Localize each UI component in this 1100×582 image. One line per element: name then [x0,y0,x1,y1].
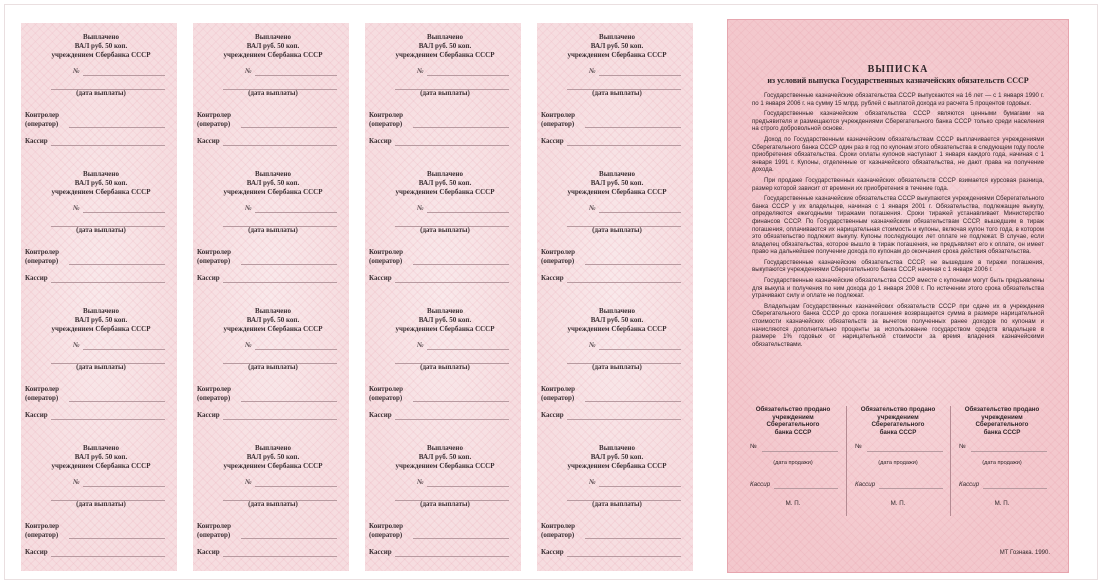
coupon-cashier: Кассир [197,411,220,419]
sale-seal: М. П. [890,500,906,507]
coupon-cashier-line [395,145,509,146]
coupon-controller-line [69,401,165,402]
coupon-controller-line [69,264,165,265]
sale-cashier: Кассир [855,481,876,488]
coupon-controller-line [585,127,681,128]
sale-header: Обязательство продано учреждением Сберегательного банка СССР [755,406,831,436]
coupon-number: № [245,478,252,486]
coupon [193,23,349,160]
coupon-pay-date: (дата выплаты) [248,500,298,508]
conditions-paragraph: При продаже Государственных казначейских обязательств СССР взимается курсовая разница, размер которой зависит от времени их приобретения в течение года. [752,176,1044,192]
conditions-paragraph: Доход по Государственным казначейским обязательствам СССР выплачивается учреждениями Сберегательного банка СССР один раз в год по купонам этого обязательства в следующем году после приобретения обязательства. Сроки оплаты купонов наступают 1 января каждого года, начиная с 1 января 1991 г. Купоны, отделенные от казначейского обязательства, не дают права на получение дохода. [752,135,1044,174]
conditions-title: ВЫПИСКА [867,64,929,75]
coupon-cashier-line [567,145,681,146]
conditions-subtitle: из условий выпуска Государственных казначейских обязательств СССР [767,76,1029,85]
coupon-cashier: Кассир [25,274,48,282]
conditions-body [752,92,1044,351]
sale-seal: М. П. [994,500,1010,507]
coupon-number: № [417,478,424,486]
sale-number-line [971,451,1047,452]
coupon-column [193,23,349,571]
conditions-paragraph: Владельцам Государственных казначейских обязательств СССР при сдаче их в учреждения Сберегательного банка СССР до срока погашения возвращается сумма в размере нарицательной стоимости казначейских обязательств за вычетом полученных ранее доходов по купонам и начисляются дополнительно проценты за использование государством средств владельцев в размере 1% годовых от нарицательной стоимости за время владения казначейскими обязательствами. [752,302,1044,348]
coupon-number-line [599,486,681,487]
coupon-number: № [589,341,596,349]
coupon-cashier: Кассир [369,411,392,419]
coupon-pay-date: (дата выплаты) [76,363,126,371]
coupon-cashier-line [223,419,337,420]
sale-header: Обязательство продано учреждением Сберегательного банка СССР [860,406,936,436]
coupon-issued-text: Выплачено ВАЛ руб. 50 коп. учреждением Сбербанка СССР [51,33,151,59]
coupon-controller: Контролер (оператор) [541,111,576,128]
coupon-issued-text: Выплачено ВАЛ руб. 50 коп. учреждением Сбербанка СССР [223,444,323,470]
coupon-column [21,23,177,571]
coupon-cashier-line [395,556,509,557]
coupon-cashier: Кассир [25,411,48,419]
coupon-cashier: Кассир [541,137,564,145]
coupon-number-line [427,349,509,350]
coupon [365,23,521,160]
coupon-issued-text: Выплачено ВАЛ руб. 50 коп. учреждением Сбербанка СССР [395,307,495,333]
coupon-number-line [427,75,509,76]
coupon-pay-date: (дата выплаты) [76,226,126,234]
coupon-controller-line [585,401,681,402]
coupon-issued-text: Выплачено ВАЛ руб. 50 коп. учреждением Сбербанка СССР [51,170,151,196]
coupon-pay-date: (дата выплаты) [592,363,642,371]
printer-imprint: МТ Гознака. 1990. [999,550,1050,556]
coupon-number-line [599,75,681,76]
sale-number: № [959,443,966,450]
coupon-issued-text: Выплачено ВАЛ руб. 50 коп. учреждением Сбербанка СССР [223,307,323,333]
coupon-issued-text: Выплачено ВАЛ руб. 50 коп. учреждением Сбербанка СССР [223,170,323,196]
coupon-cashier: Кассир [25,137,48,145]
coupon-number: № [417,67,424,75]
sale-block [851,406,945,516]
coupon [193,160,349,297]
coupon [365,297,521,434]
coupon-pay-date: (дата выплаты) [420,500,470,508]
sale-date: (дата продажи) [982,460,1022,466]
coupon-cashier-line [51,556,165,557]
coupon-pay-date: (дата выплаты) [248,363,298,371]
sale-date: (дата продажи) [773,460,813,466]
sale-header: Обязательство продано учреждением Сберегательного банка СССР [964,406,1040,436]
coupon-cashier: Кассир [197,137,220,145]
coupon-issued-text: Выплачено ВАЛ руб. 50 коп. учреждением Сбербанка СССР [51,307,151,333]
coupon-number: № [73,204,80,212]
coupon-controller: Контролер (оператор) [369,385,404,402]
coupon-controller: Контролер (оператор) [25,248,60,265]
coupon [21,23,177,160]
conditions-paragraph: Государственные казначейские обязательства СССР выпускаются на 16 лет — с 1 января 1990 г. по 1 января 2006 г. на сумму 15 млрд. рублей с выплатой дохода из расчета 5 процентов годовых. [752,92,1044,107]
coupon-cashier: Кассир [369,274,392,282]
coupon-pay-date: (дата выплаты) [248,89,298,97]
coupon-number-line [83,212,165,213]
coupon-controller: Контролер (оператор) [25,522,60,539]
coupon-pay-date: (дата выплаты) [420,226,470,234]
coupon-controller: Контролер (оператор) [369,111,404,128]
coupon-column [365,23,521,571]
coupon-controller-line [585,264,681,265]
coupon-number: № [589,204,596,212]
sale-number-line [867,451,943,452]
sale-divider [950,406,951,516]
coupon-pay-date: (дата выплаты) [592,226,642,234]
coupon-pay-date: (дата выплаты) [76,500,126,508]
coupon-controller: Контролер (оператор) [197,111,232,128]
sale-cashier: Кассир [750,481,771,488]
sale-number: № [855,443,862,450]
coupon-number: № [417,341,424,349]
coupon-number-line [83,486,165,487]
coupon-controller-line [585,538,681,539]
coupon-cashier-line [567,419,681,420]
coupon [193,434,349,571]
sale-block [746,406,840,516]
coupon-cashier: Кассир [541,411,564,419]
coupon-number: № [245,67,252,75]
coupon [21,434,177,571]
coupon-controller: Контролер (оператор) [369,248,404,265]
coupon-cashier: Кассир [197,274,220,282]
coupon-cashier-line [395,282,509,283]
coupon-number-line [427,486,509,487]
coupon [365,434,521,571]
coupon-number: № [589,478,596,486]
coupon-number: № [245,204,252,212]
bond-conditions-panel [727,19,1069,573]
coupon-controller: Контролер (оператор) [369,522,404,539]
sale-block [955,406,1049,516]
sale-cashier-line [774,488,838,489]
coupon-pay-date: (дата выплаты) [248,226,298,234]
coupon-controller-line [413,401,509,402]
coupon-controller-line [241,401,337,402]
coupon-pay-date: (дата выплаты) [592,89,642,97]
coupon-number-line [599,212,681,213]
bond-sheet [4,4,1098,580]
coupon-pay-date: (дата выплаты) [592,500,642,508]
coupon-cashier-line [223,145,337,146]
coupon-number-line [599,349,681,350]
coupon-issued-text: Выплачено ВАЛ руб. 50 коп. учреждением Сбербанка СССР [567,33,667,59]
coupon-controller: Контролер (оператор) [25,385,60,402]
conditions-paragraph: Государственные казначейские обязательства СССР вместе с купонами могут быть предъявлены для выкупа и получения по ним дохода до 1 января 2008 г. По истечении этого срока обязательства утрачивают силу и оплате не подлежат. [752,277,1044,300]
coupon [193,297,349,434]
coupon-controller: Контролер (оператор) [541,522,576,539]
coupon-issued-text: Выплачено ВАЛ руб. 50 коп. учреждением Сбербанка СССР [567,170,667,196]
conditions-paragraph: Государственные казначейские обязательства СССР являются ценными бумагами на предъявителя и размещаются учреждениями Сберегательного банка СССР только среди населения на строго добровольной основе. [752,110,1044,133]
coupon-pay-date: (дата выплаты) [420,363,470,371]
conditions-paragraph: Государственные казначейские обязательства СССР выкупаются учреждениями Сберегательного банка СССР у их владельцев, начиная с 1 января 2001 г. Обязательства, подлежащие выкупу, определяются ежегодными тиражами погашения. Сроки тиражей устанавливает Министерство финансов СССР. По Государственным казначейским обязательствам СССР, вышедшим в тираж погашения, оплачиваются их нарицательная стоимость и купоны, включая купон того года, в котором это обязательство подлежит выкупу. Купоны последующих лет оплате не подлежат. В случае, если владелец обязательства, которое вышло в тираж погашения, не предъявляет его к оплате, он имеет право на дальнейшее получение дохода по купонам до окончания срока действия обязательства. [752,195,1044,256]
coupon-controller: Контролер (оператор) [197,385,232,402]
coupon [537,23,693,160]
coupon-number-line [83,75,165,76]
coupon-cashier-line [223,556,337,557]
sale-divider [846,406,847,516]
coupon-number-line [255,349,337,350]
sale-cashier-line [879,488,943,489]
coupon-controller: Контролер (оператор) [25,111,60,128]
coupon-cashier: Кассир [197,548,220,556]
coupon [21,160,177,297]
coupon-cashier: Кассир [369,137,392,145]
coupon-column [537,23,693,571]
sale-cashier: Кассир [959,481,980,488]
coupon-number-line [255,212,337,213]
coupon-number: № [245,341,252,349]
coupon-issued-text: Выплачено ВАЛ руб. 50 коп. учреждением Сбербанка СССР [395,444,495,470]
sale-date: (дата продажи) [878,460,918,466]
coupon-number: № [73,67,80,75]
coupon-cashier: Кассир [369,548,392,556]
coupon-controller-line [413,538,509,539]
sale-cashier-line [983,488,1047,489]
coupon-controller-line [241,538,337,539]
coupon-pay-date: (дата выплаты) [420,89,470,97]
coupon-issued-text: Выплачено ВАЛ руб. 50 коп. учреждением Сбербанка СССР [395,33,495,59]
coupon-controller: Контролер (оператор) [541,248,576,265]
coupon [537,434,693,571]
coupon-number: № [73,478,80,486]
coupon-number-line [427,212,509,213]
coupon-cashier-line [223,282,337,283]
coupon-issued-text: Выплачено ВАЛ руб. 50 коп. учреждением Сбербанка СССР [51,444,151,470]
coupon-cashier-line [51,419,165,420]
coupon-controller-line [69,538,165,539]
coupon-number: № [417,204,424,212]
coupon-cashier: Кассир [541,548,564,556]
coupon-controller-line [413,127,509,128]
coupon-number-line [83,349,165,350]
coupon-controller: Контролер (оператор) [197,248,232,265]
coupon-issued-text: Выплачено ВАЛ руб. 50 коп. учреждением Сбербанка СССР [395,170,495,196]
coupon-controller-line [241,127,337,128]
coupon-cashier-line [51,282,165,283]
coupon [365,160,521,297]
coupon-cashier-line [51,145,165,146]
coupon-number: № [589,67,596,75]
coupon-issued-text: Выплачено ВАЛ руб. 50 коп. учреждением Сбербанка СССР [567,444,667,470]
coupon-controller: Контролер (оператор) [541,385,576,402]
coupon-cashier: Кассир [541,274,564,282]
coupon-number-line [255,75,337,76]
coupon-issued-text: Выплачено ВАЛ руб. 50 коп. учреждением Сбербанка СССР [223,33,323,59]
coupon-controller-line [241,264,337,265]
coupon-controller-line [413,264,509,265]
coupon [537,297,693,434]
coupon-cashier-line [567,282,681,283]
coupon-controller-line [69,127,165,128]
coupon-cashier-line [567,556,681,557]
coupon-issued-text: Выплачено ВАЛ руб. 50 коп. учреждением Сбербанка СССР [567,307,667,333]
sale-seal: М. П. [785,500,801,507]
sale-number-line [762,451,838,452]
coupon-number-line [255,486,337,487]
coupon-cashier-line [395,419,509,420]
coupon-pay-date: (дата выплаты) [76,89,126,97]
sale-number: № [750,443,757,450]
coupon-cashier: Кассир [25,548,48,556]
coupon [537,160,693,297]
coupon-controller: Контролер (оператор) [197,522,232,539]
coupon-number: № [73,341,80,349]
coupon [21,297,177,434]
conditions-paragraph: Государственные казначейские обязательства СССР, не вышедшие в тиражи погашения, выкупаются учреждениями Сберегательного банка СССР, начиная с 1 января 2006 г. [752,258,1044,274]
